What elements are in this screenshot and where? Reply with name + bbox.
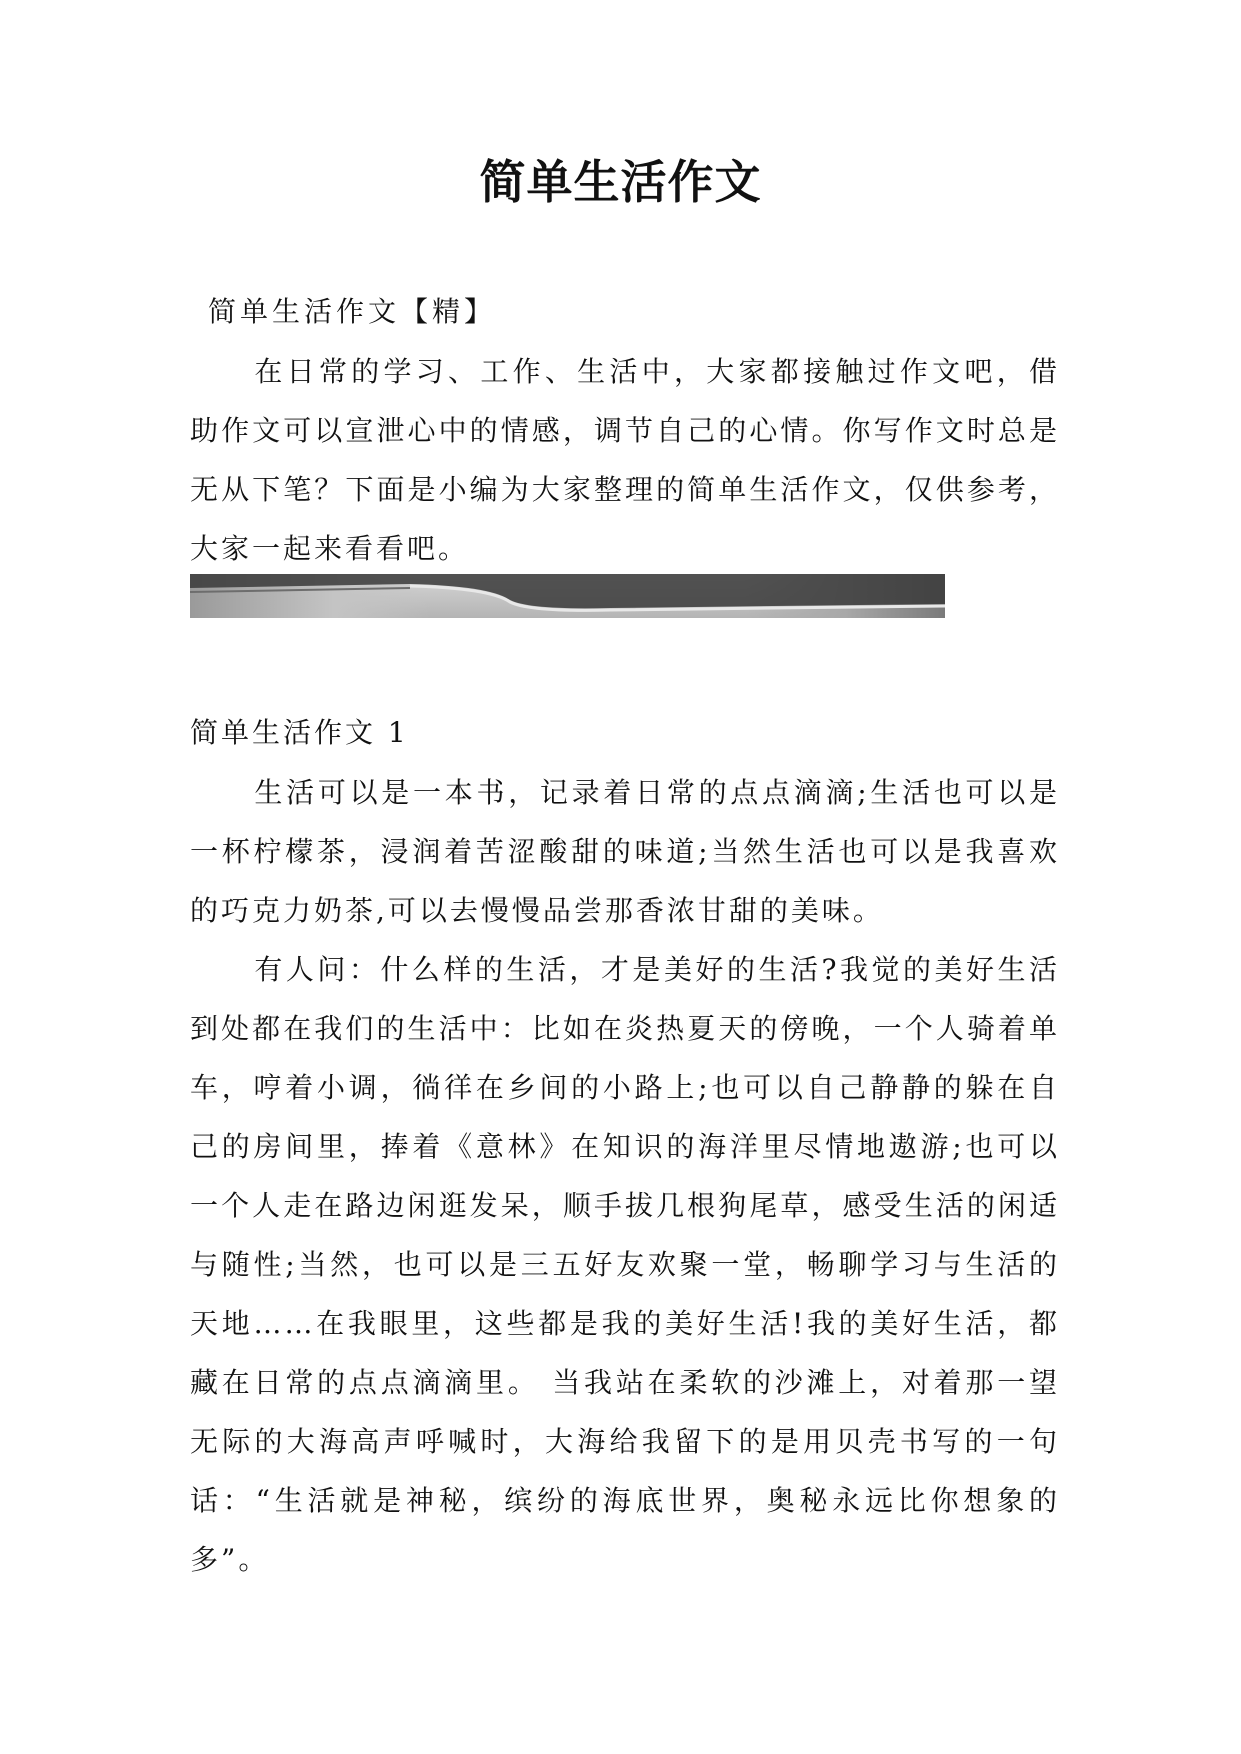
section-1 — [190, 703, 1060, 1589]
intro-block — [190, 282, 1060, 578]
section-1-paragraph-1: 生活可以是一本书，记录着日常的点点滴滴;生活也可以是一杯柠檬茶，浸润着苦涩酸甜的味道;当然生活也可以是我喜欢的巧克力奶茶,可以去慢慢品尝那香浓甘甜的美味。 — [190, 776, 1060, 927]
document-title: 简单生活作文 — [479, 155, 762, 209]
cropped-photo — [190, 574, 945, 618]
section-1-paragraph-2: 有人问：什么样的生活，才是美好的生活?我觉的美好生活到处都在我们的生活中：比如在炎热夏天的傍晚，一个人骑着单车，哼着小调，徜徉在乡间的小路上;也可以自己静静的躲在自己的房间里，捧着《意林》在知识的海洋里尽情地遨游;也可以一个人走在路边闲逛发呆，顺手拔几根狗尾草，感受生活的闲适与随性;当然，也可以是三五好友欢聚一堂，畅聊学习与生活的天地……在我眼里，这些都是我的美好生活!我的美好生活，都藏在日常的点点滴滴里。 当我站在柔软的沙滩上，对着那一望无际的大海高声呼喊时，大海给我留下的是用贝壳书写的一句话：“生活就是神秘，缤纷的海底世界，奥秘永远比你想象的多”。 — [190, 953, 1060, 1576]
intro-paragraph: 在日常的学习、工作、生活中，大家都接触过作文吧，借助作文可以宣泄心中的情感，调节自己的心情。你写作文时总是无从下笔？下面是小编为大家整理的简单生活作文，仅供参考，大家一起来看看吧。 — [190, 355, 1060, 565]
intro-heading: 简单生活作文【精】 — [208, 295, 497, 328]
section-1-heading: 简单生活作文 1 — [190, 716, 409, 749]
photo-object-shape — [190, 574, 945, 618]
